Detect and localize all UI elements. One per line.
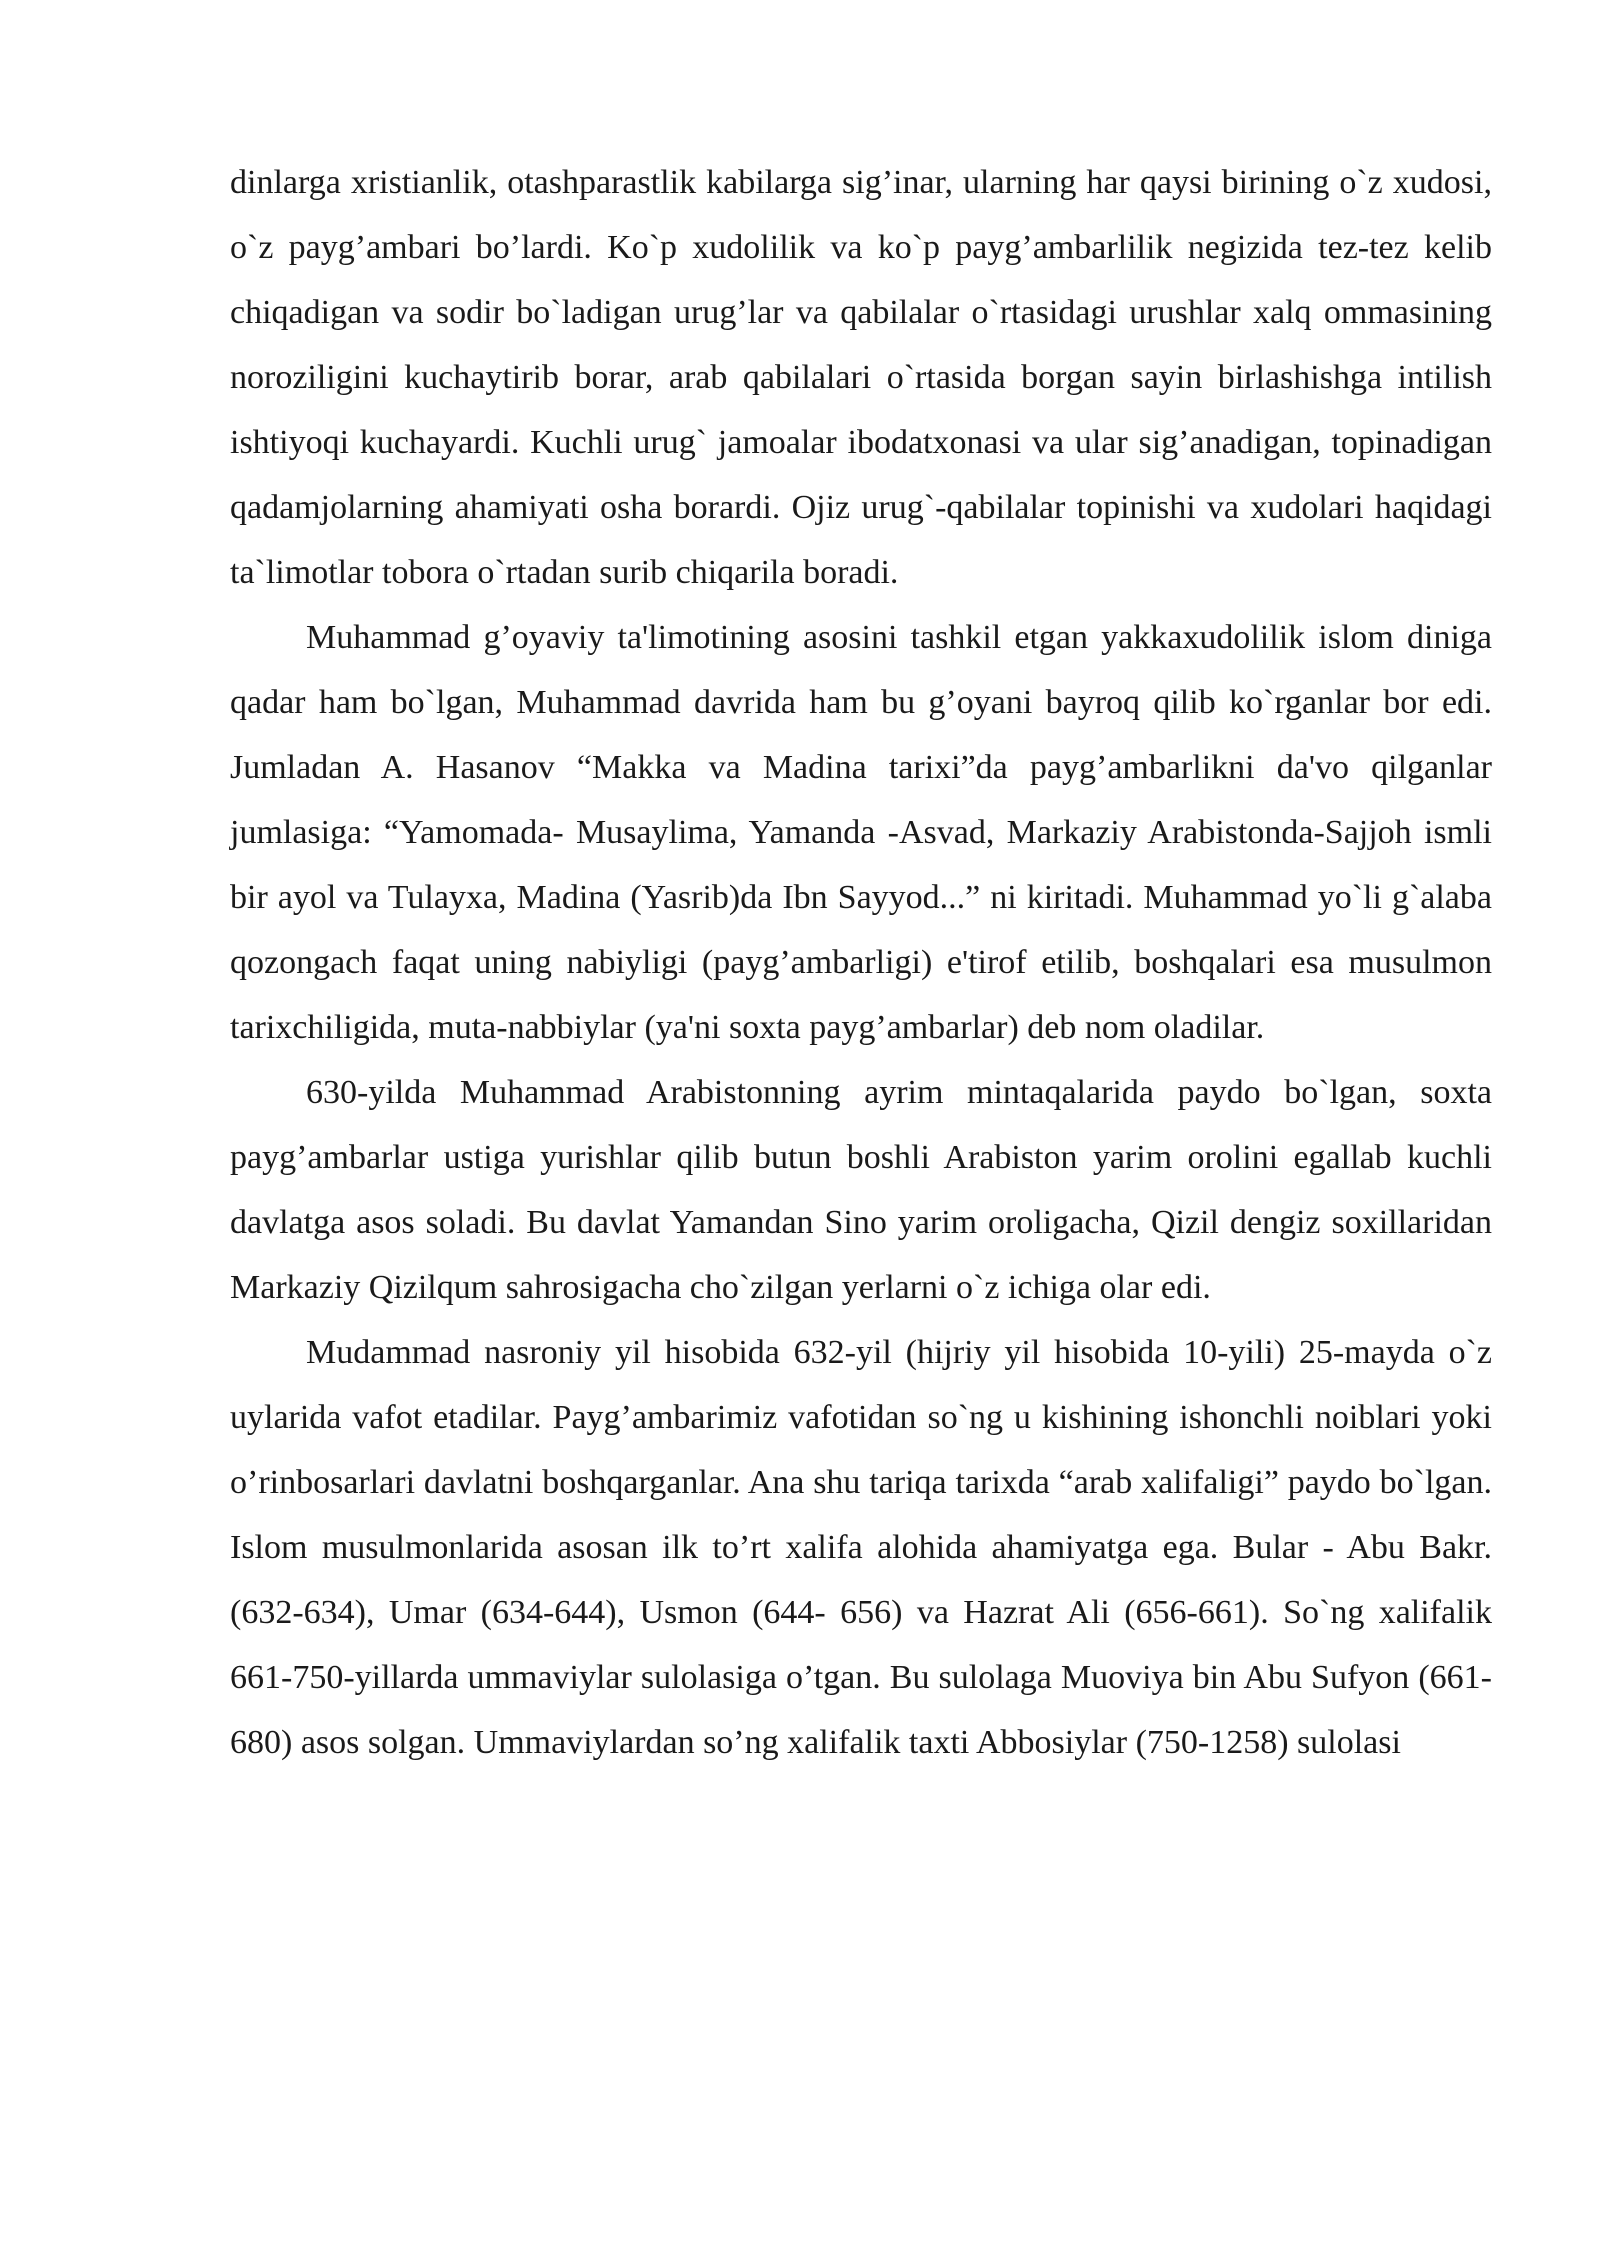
paragraph-4: Mudammad nasroniy yil hisobida 632-yil (hijriy yil hisobida 10-yili) 25-mayda o`z uylarida vafot etadilar. Payg’ambarimiz vafotidan so`ng u kishining ishonchli noiblari yoki o’rinbosarlari davlatni boshqarganlar. Ana shu tariqa tarixda “arab xalifaligi” paydo bo`lgan. Islom musulmonlarida asosan ilk to’rt xalifa alohida ahamiyatga ega. Bular - Abu Bakr. (632-634), Umar (634-644), Usmon (644- 656) va Hazrat Ali (656-661). So`ng xalifalik 661-750-yillarda ummaviylar sulolasiga o’tgan. Bu sulolaga Muoviya bin Abu Sufyon (661-680) asos solgan. Ummaviylardan so’ng xalifalik taxti Abbosiylar (750-1258) sulolasi — [230, 1334, 1492, 1761]
body-text — [230, 150, 1492, 1775]
paragraph-1: dinlarga xristianlik, otashparastlik kabilarga sig’inar, ularning har qaysi birining o`z xudosi, o`z payg’ambari bo’lardi. Ko`p xudolilik va ko`p payg’ambarlilik negizida tez-tez kelib chiqadigan va sodir bo`ladigan urug’lar va qabilalar o`rtasidagi urushlar xalq ommasining noroziligini kuchaytirib borar, arab qabilalari o`rtasida borgan sayin birlashishga intilish ishtiyoqi kuchayardi. Kuchli urug` jamoalar ibodatxonasi va ular sig’anadigan, topinadigan qadamjolarning ahamiyati osha borardi. Ojiz urug`-qabilalar topinishi va xudolari haqidagi ta`limotlar tobora o`rtadan surib chiqarila boradi. — [230, 164, 1492, 591]
paragraph-3: 630-yilda Muhammad Arabistonning ayrim mintaqalarida paydo bo`lgan, soxta payg’ambarlar ustiga yurishlar qilib butun boshli Arabiston yarim orolini egallab kuchli davlatga asos soladi. Bu davlat Yamandan Sino yarim oroligacha, Qizil dengiz soxillaridan Markaziy Qizilqum sahrosigacha cho`zilgan yerlarni o`z ichiga olar edi. — [230, 1074, 1492, 1306]
paragraph-2: Muhammad g’oyaviy ta'limotining asosini tashkil etgan yakkaxudolilik islom diniga qadar ham bo`lgan, Muhammad davrida ham bu g’oyani bayroq qilib ko`rganlar bor edi. Jumladan A. Hasanov “Makka va Madina tarixi”da payg’ambarlikni da'vo qilganlar jumlasiga: “Yamomada- Musaylima, Yamanda -Asvad, Markaziy Arabistonda-Sajjoh ismli bir ayol va Tulayxa, Madina (Yasrib)da Ibn Sayyod...” ni kiritadi. Muhammad yo`li g`alaba qozongach faqat uning nabiyligi (payg’ambarligi) e'tirof etilib, boshqalari esa musulmon tarixchiligida, muta-nabbiylar (ya'ni soxta payg’ambarlar) deb nom oladilar. — [230, 619, 1492, 1046]
